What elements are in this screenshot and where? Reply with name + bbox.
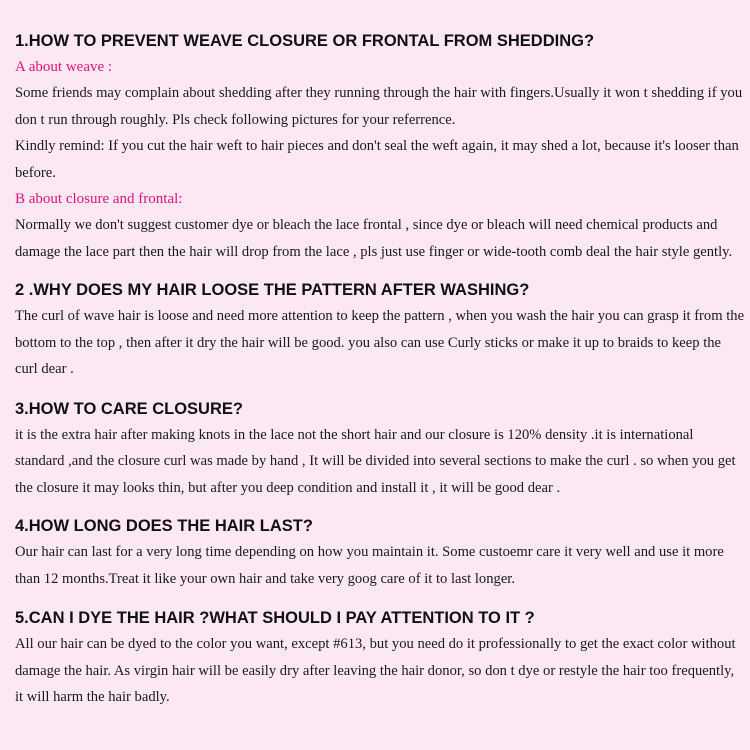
subheading-weave: A about weave : <box>15 59 113 75</box>
faq-section-care-closure <box>15 398 750 502</box>
answer-paragraph: All our hair can be dyed to the color you want, except #613, but you need do it professionally to get the exact color without damage the hair. As virgin hair will be easily dry after leaving the hair donor, so don t dye or restyle the hair too frequently, it will harm the hair badly. <box>15 636 736 705</box>
question-title: 2 .WHY DOES MY HAIR LOOSE THE PATTERN AFTER WASHING? <box>15 281 530 299</box>
kindly-remind-paragraph: Kindly remind: If you cut the hair weft to hair pieces and don't seal the weft again, it may shed a lot, because it's looser than before. <box>15 138 739 181</box>
faq-section-hair-last <box>15 515 750 592</box>
faq-section-shedding <box>15 30 750 265</box>
question-title: 5.CAN I DYE THE HAIR ?WHAT SHOULD I PAY ATTENTION TO IT ? <box>15 609 535 627</box>
answer-paragraph: Some friends may complain about shedding after they running through the hair with fingers.Usually it won t shedding if you don t run through roughly. Pls check following pictures for your referrence. <box>15 85 743 128</box>
answer-paragraph: Our hair can last for a very long time depending on how you maintain it. Some custoemr care it very well and use it more than 12 months.Treat it like your own hair and take very goog care of it to last longer. <box>15 544 724 587</box>
question-title: 4.HOW LONG DOES THE HAIR LAST? <box>15 517 313 535</box>
faq-section-dye <box>15 607 750 711</box>
answer-paragraph: The curl of wave hair is loose and need more attention to keep the pattern , when you wash the hair you can grasp it from the bottom to the top , then after it dry the hair will be good. you also can use Curly sticks or make it up to braids to keep the curl dear . <box>15 308 745 377</box>
question-title: 1.HOW TO PREVENT WEAVE CLOSURE OR FRONTAL FROM SHEDDING? <box>15 32 595 50</box>
answer-paragraph: Normally we don't suggest customer dye or bleach the lace frontal , since dye or bleach will need chemical products and damage the lace part then the hair will drop from the lace , pls just use finger or wide-tooth comb deal the hair style gently. <box>15 217 733 260</box>
question-title: 3.HOW TO CARE CLOSURE? <box>15 399 243 418</box>
subheading-closure-frontal: B about closure and frontal: <box>15 191 183 207</box>
answer-paragraph: it is the extra hair after making knots in the lace not the short hair and our closure is 120% density .it is international standard ,and the closure curl was made by hand , It will be divided into several sections to make the curl . so when you get the closure it may looks thin, but after you deep condition and install it , it will be good dear . <box>15 426 736 496</box>
faq-section-pattern <box>15 279 750 383</box>
